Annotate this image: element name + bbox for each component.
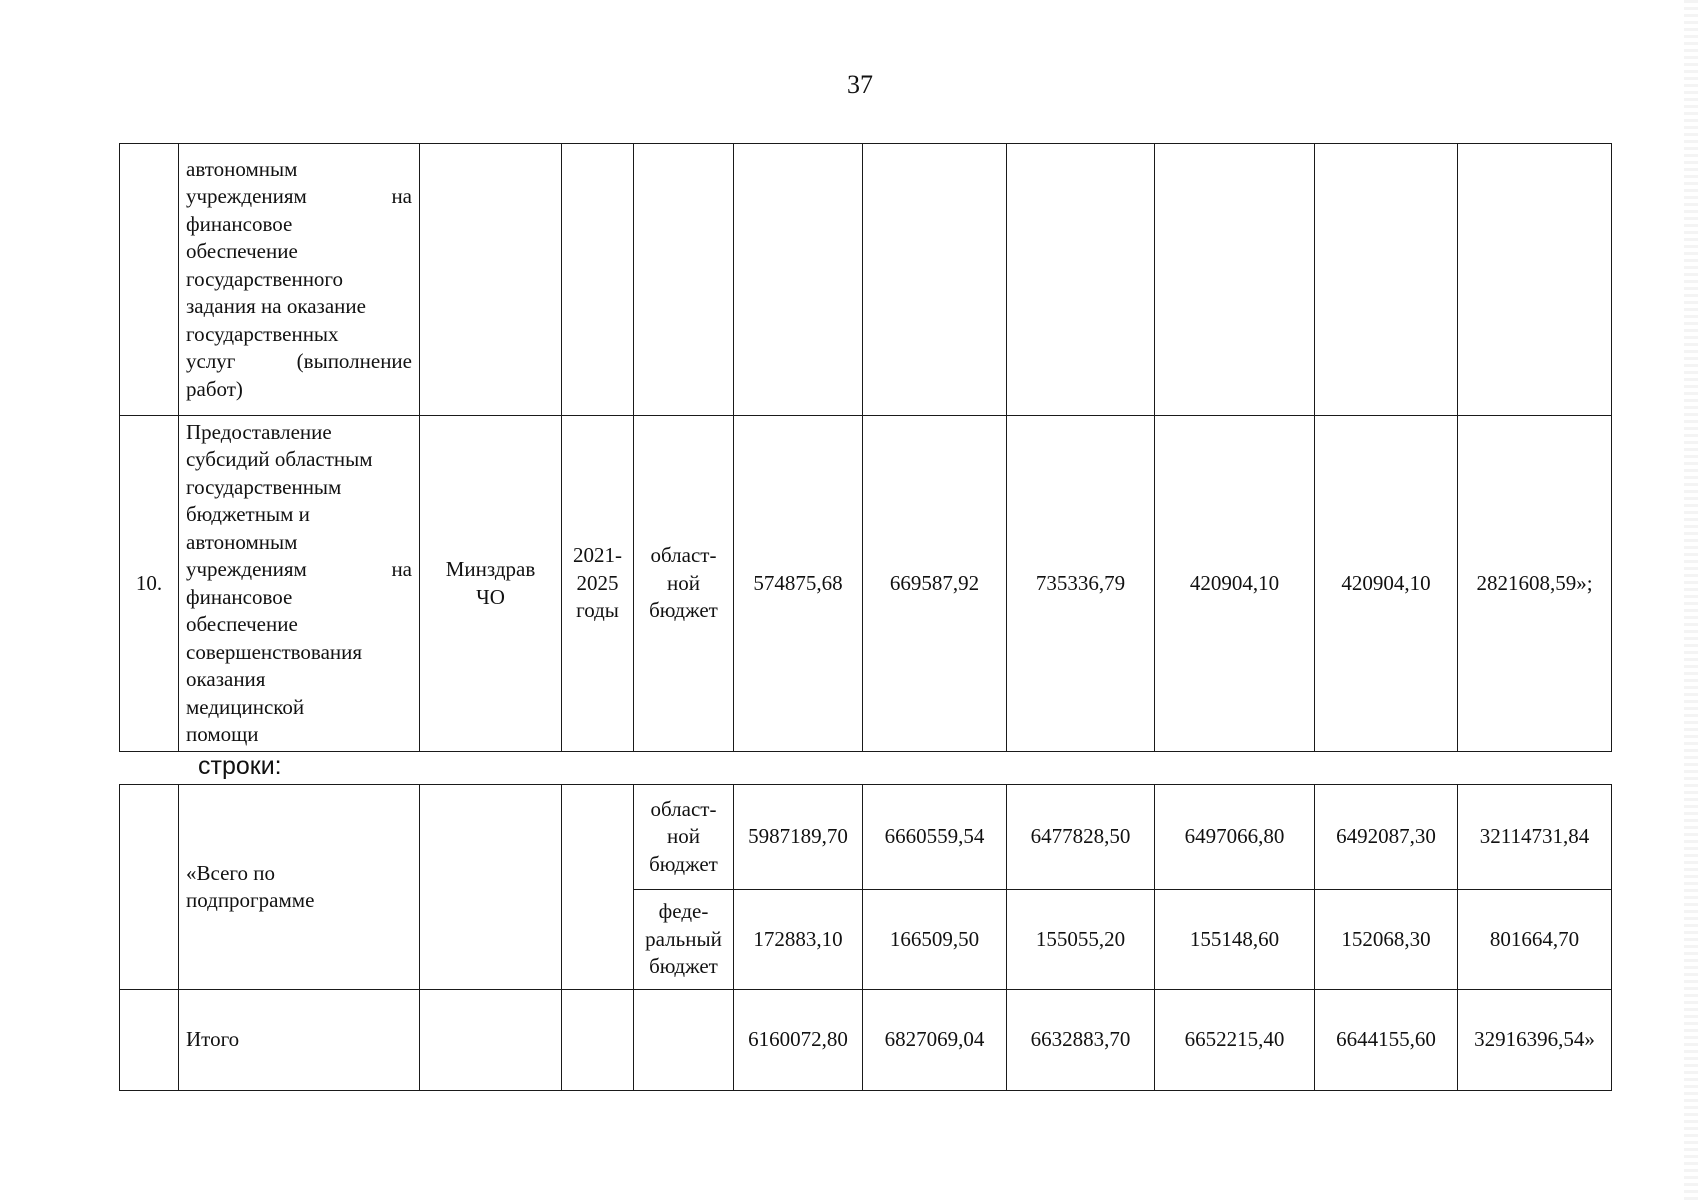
- value-cell: [1155, 144, 1315, 416]
- value-cell: 6644155,60: [1315, 990, 1458, 1091]
- name-line: [186, 501, 412, 529]
- name-line: [186, 266, 412, 294]
- funding-source-cell: [634, 785, 734, 890]
- measure-name-cell: [179, 416, 420, 752]
- row-number-cell: [120, 785, 179, 990]
- funding-source-cell: [634, 144, 734, 416]
- total-value-cell: 801664,70: [1458, 890, 1612, 990]
- value-cell: 155148,60: [1155, 890, 1315, 990]
- value-cell: 6632883,70: [1007, 990, 1155, 1091]
- funding-source-cell: [634, 890, 734, 990]
- source-line: бюджет: [649, 851, 718, 876]
- name-line: [186, 156, 412, 184]
- total-value-cell: 32114731,84: [1458, 785, 1612, 890]
- funding-source-cell: [634, 416, 734, 752]
- name-word: государственного: [186, 266, 344, 291]
- executor-cell: [420, 990, 562, 1091]
- period-line: годы: [576, 598, 619, 623]
- name-word: автономным: [186, 529, 298, 554]
- name-word: работ): [186, 376, 243, 401]
- label-line: подпрограмме: [186, 888, 315, 912]
- value-cell: 574875,68: [734, 416, 863, 752]
- name-word: учреждениям: [186, 557, 307, 581]
- period-cell: [562, 990, 634, 1091]
- name-line: [186, 376, 412, 404]
- grand-total-row: [120, 990, 1612, 1091]
- value-cell: 155055,20: [1007, 890, 1155, 990]
- name-line: [186, 474, 412, 502]
- scan-edge: [1684, 0, 1698, 1200]
- executor-line: Минздрав: [445, 557, 536, 581]
- name-word: учреждениям: [186, 184, 307, 209]
- name-word: Предоставление: [186, 419, 332, 444]
- rows-heading: строки:: [198, 752, 282, 780]
- name-line: [186, 348, 412, 376]
- value-cell: [1315, 144, 1458, 416]
- name-line: [186, 639, 412, 667]
- name-word: на: [391, 184, 412, 209]
- value-cell: [863, 144, 1007, 416]
- label-line: «Всего по: [186, 860, 275, 885]
- program-table-bottom: [119, 784, 1612, 1091]
- period-line: 2025: [576, 570, 619, 595]
- value-cell: 669587,92: [863, 416, 1007, 752]
- name-word: оказания: [186, 667, 266, 691]
- name-word: медицинской: [186, 694, 305, 719]
- executor-line: ЧО: [476, 584, 505, 609]
- value-cell: 6652215,40: [1155, 990, 1315, 1091]
- executor-cell: [420, 416, 562, 752]
- value-cell: 6160072,80: [734, 990, 863, 1091]
- name-line: [186, 584, 412, 612]
- subprogram-total-label: [179, 785, 420, 990]
- source-line: област-: [650, 796, 717, 821]
- source-line: бюджет: [649, 954, 718, 979]
- name-line: [186, 183, 412, 211]
- name-line: [186, 293, 412, 321]
- grand-total-label: Итого: [179, 990, 420, 1091]
- value-cell: [734, 144, 863, 416]
- source-line: ральный: [645, 926, 722, 951]
- value-cell: 420904,10: [1315, 416, 1458, 752]
- program-table-top: [119, 143, 1612, 752]
- source-line: феде-: [658, 899, 709, 924]
- name-line: [186, 446, 412, 474]
- name-line: [186, 666, 412, 694]
- name-word: задания на оказание: [186, 294, 366, 319]
- value-cell: 6660559,54: [863, 785, 1007, 890]
- name-word: на: [391, 557, 412, 581]
- name-word: государственных: [186, 321, 339, 346]
- row-number-cell: [120, 144, 179, 416]
- value-cell: 6477828,50: [1007, 785, 1155, 890]
- period-line: 2021-: [573, 543, 622, 568]
- value-cell: [1007, 144, 1155, 416]
- name-word: бюджетным и: [186, 502, 310, 526]
- value-cell: 6827069,04: [863, 990, 1007, 1091]
- period-cell: [562, 416, 634, 752]
- value-cell: 6497066,80: [1155, 785, 1315, 890]
- source-line: ной: [667, 824, 700, 849]
- value-cell: 172883,10: [734, 890, 863, 990]
- executor-cell: [420, 785, 562, 990]
- value-cell: [1458, 144, 1612, 416]
- value-cell: 5987189,70: [734, 785, 863, 890]
- subprogram-total-row: [120, 785, 1612, 890]
- name-word: помощи: [186, 722, 259, 746]
- name-line: [186, 419, 412, 447]
- value-cell: 152068,30: [1315, 890, 1458, 990]
- name-word: финансовое: [186, 584, 293, 609]
- name-line: [186, 556, 412, 584]
- name-line: [186, 529, 412, 557]
- measure-name-cell: [179, 144, 420, 416]
- row-number: 10.: [120, 416, 179, 752]
- funding-source-cell: [634, 990, 734, 1091]
- value-cell: 6492087,30: [1315, 785, 1458, 890]
- period-cell: [562, 144, 634, 416]
- name-word: субсидий областным: [186, 447, 373, 471]
- source-line: област-: [650, 543, 717, 568]
- source-line: ной: [667, 570, 700, 595]
- row-number-cell: [120, 990, 179, 1091]
- value-cell: 420904,10: [1155, 416, 1315, 752]
- name-word: финансовое: [186, 211, 293, 236]
- table-row: [120, 416, 1612, 752]
- name-line: [186, 611, 412, 639]
- total-value-cell: 32916396,54»: [1458, 990, 1612, 1091]
- name-word: обеспечение: [186, 239, 298, 264]
- name-word: услуг: [186, 349, 236, 374]
- name-line: [186, 694, 412, 722]
- source-line: бюджет: [649, 598, 718, 623]
- name-word: автономным: [186, 156, 298, 181]
- continuation-row: [120, 144, 1612, 416]
- value-cell: 735336,79: [1007, 416, 1155, 752]
- name-line: [186, 721, 412, 749]
- executor-cell: [420, 144, 562, 416]
- name-word: совершенствования: [186, 639, 363, 664]
- name-word: государственным: [186, 474, 342, 499]
- value-cell: 166509,50: [863, 890, 1007, 990]
- name-line: [186, 321, 412, 349]
- name-line: [186, 211, 412, 239]
- page-number: 37: [847, 70, 873, 99]
- name-word: (выполнение: [296, 349, 412, 374]
- name-word: обеспечение: [186, 612, 298, 636]
- total-value-cell: 2821608,59»;: [1458, 416, 1612, 752]
- period-cell: [562, 785, 634, 990]
- name-line: [186, 238, 412, 266]
